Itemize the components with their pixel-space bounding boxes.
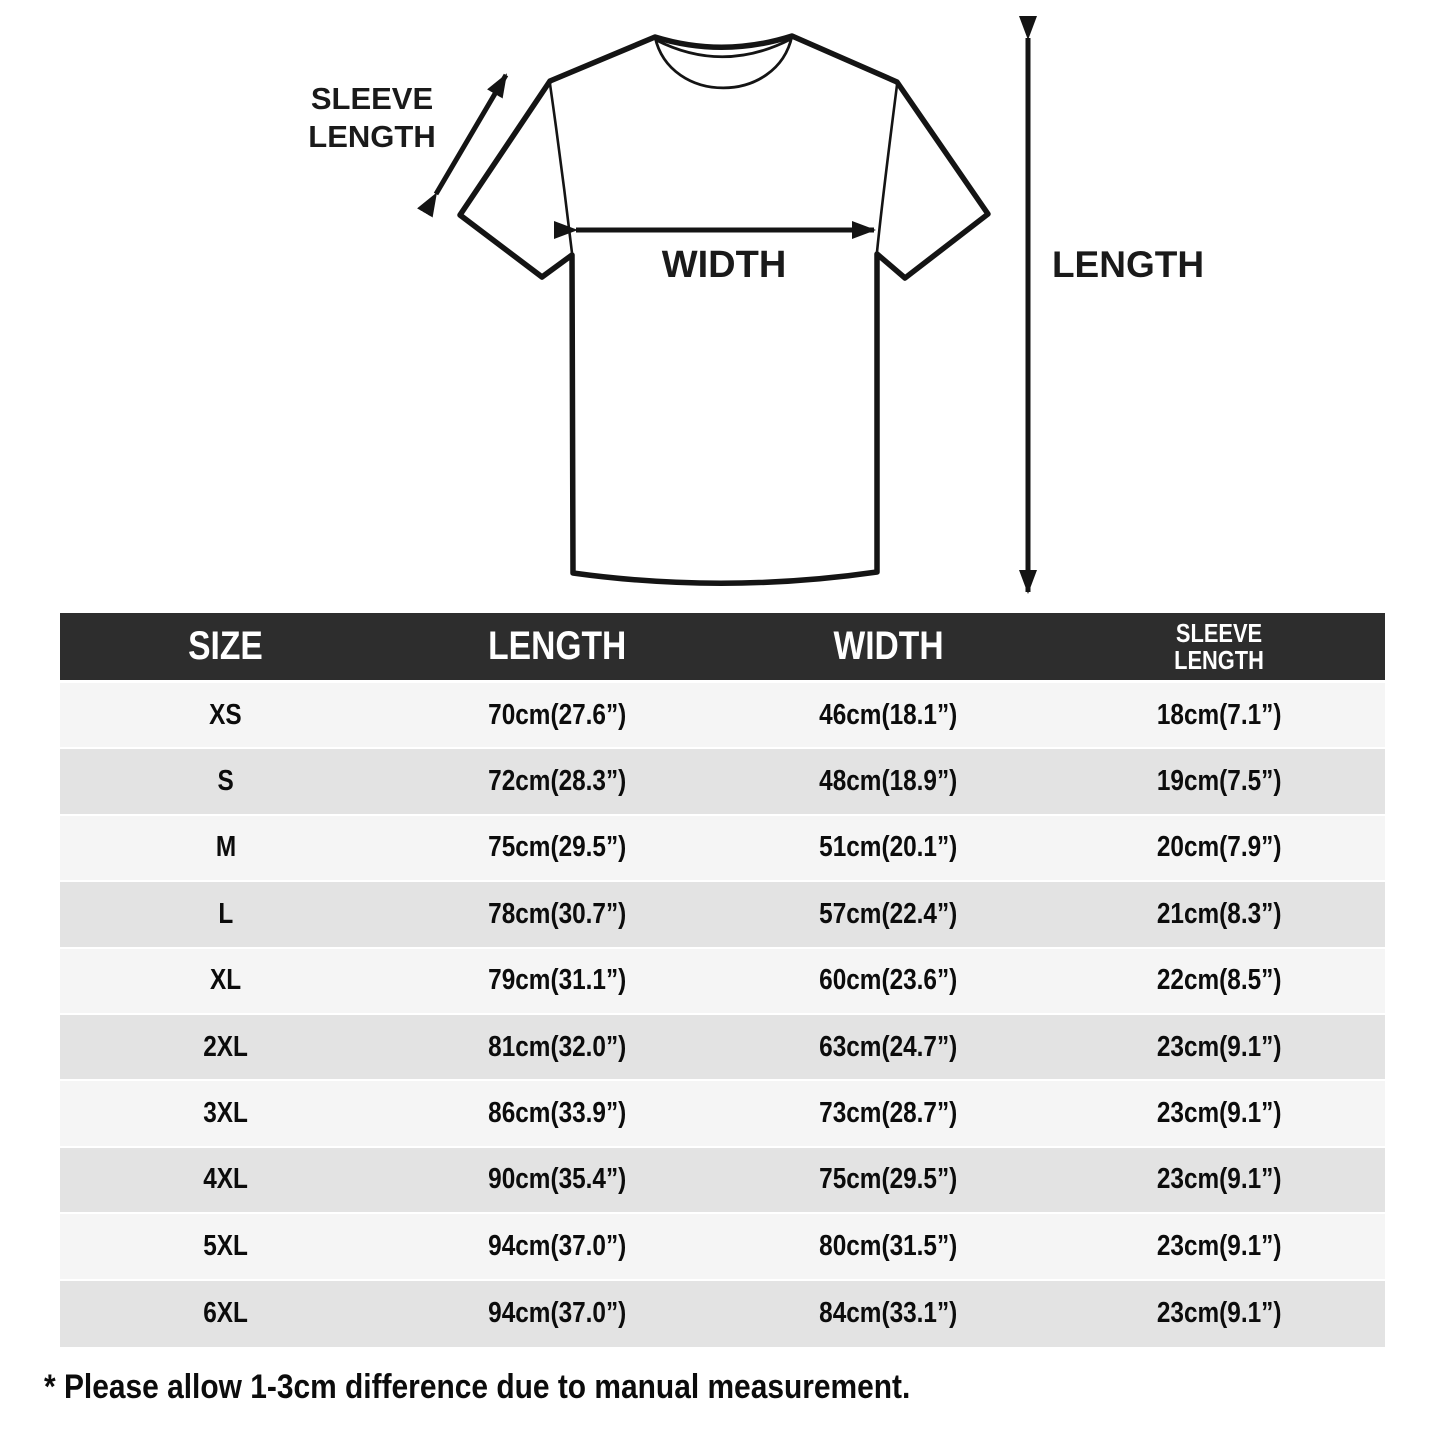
cell-width: 63cm(24.7”) <box>819 1030 958 1063</box>
cell-width: 80cm(31.5”) <box>819 1229 958 1262</box>
table-row-5xl <box>60 1214 1385 1280</box>
cell-width: 46cm(18.1”) <box>819 698 958 731</box>
cell-length: 94cm(37.0”) <box>487 1297 626 1330</box>
table-row-6xl <box>60 1281 1385 1347</box>
header-width: WIDTH <box>833 624 944 668</box>
table-row-s <box>60 749 1385 815</box>
cell-size: M <box>215 831 236 864</box>
table-row-3xl <box>60 1081 1385 1147</box>
cell-size: 4XL <box>203 1163 248 1196</box>
size-table <box>60 613 1385 1347</box>
cell-length: 94cm(37.0”) <box>487 1229 626 1262</box>
cell-length: 79cm(31.1”) <box>487 964 626 997</box>
cell-sleeve-length: 23cm(9.1”) <box>1157 1163 1282 1196</box>
table-row-l <box>60 882 1385 948</box>
cell-size: 6XL <box>203 1297 248 1330</box>
table-row-xs <box>60 683 1385 749</box>
table-row-2xl <box>60 1015 1385 1081</box>
cell-width: 73cm(28.7”) <box>819 1097 958 1130</box>
cell-width: 51cm(20.1”) <box>819 831 958 864</box>
cell-width: 84cm(33.1”) <box>819 1297 958 1330</box>
cell-sleeve-length: 23cm(9.1”) <box>1157 1229 1282 1262</box>
cell-width: 60cm(23.6”) <box>819 964 958 997</box>
table-header-row <box>60 613 1385 683</box>
table-row-4xl <box>60 1148 1385 1214</box>
tshirt-outline <box>460 36 988 583</box>
header-sleeve-length: SLEEVE LENGTH <box>1174 617 1265 675</box>
cell-length: 78cm(30.7”) <box>487 897 626 930</box>
cell-sleeve-length: 19cm(7.5”) <box>1157 765 1282 798</box>
cell-sleeve-length: 23cm(9.1”) <box>1157 1297 1282 1330</box>
cell-length: 70cm(27.6”) <box>487 698 626 731</box>
tshirt-diagram <box>0 0 1445 615</box>
measurement-note: * Please allow 1-3cm difference due to manual measurement. <box>44 1368 911 1406</box>
sleeve-length-label: SLEEVE LENGTH <box>308 81 436 154</box>
cell-length: 86cm(33.9”) <box>487 1097 626 1130</box>
cell-width: 75cm(29.5”) <box>819 1163 958 1196</box>
cell-length: 90cm(35.4”) <box>487 1163 626 1196</box>
cell-size: XS <box>209 698 242 731</box>
table-row-xl <box>60 949 1385 1015</box>
cell-width: 48cm(18.9”) <box>819 765 958 798</box>
table-row-m <box>60 816 1385 882</box>
header-size: SIZE <box>188 624 263 668</box>
cell-sleeve-length: 22cm(8.5”) <box>1157 964 1282 997</box>
cell-sleeve-length: 23cm(9.1”) <box>1157 1030 1282 1063</box>
cell-sleeve-length: 21cm(8.3”) <box>1157 897 1282 930</box>
cell-size: 5XL <box>203 1229 248 1262</box>
cell-length: 81cm(32.0”) <box>487 1030 626 1063</box>
width-label: WIDTH <box>661 244 787 286</box>
cell-length: 72cm(28.3”) <box>487 765 626 798</box>
cell-sleeve-length: 18cm(7.1”) <box>1157 698 1282 731</box>
cell-sleeve-length: 23cm(9.1”) <box>1157 1097 1282 1130</box>
header-length: LENGTH <box>487 624 626 668</box>
cell-size: S <box>217 765 234 798</box>
cell-width: 57cm(22.4”) <box>819 897 958 930</box>
cell-sleeve-length: 20cm(7.9”) <box>1157 831 1282 864</box>
cell-size: XL <box>210 964 242 997</box>
cell-size: 2XL <box>203 1030 248 1063</box>
cell-size: L <box>218 897 234 930</box>
cell-size: 3XL <box>203 1097 248 1130</box>
cell-length: 75cm(29.5”) <box>487 831 626 864</box>
length-label: LENGTH <box>1051 244 1205 285</box>
